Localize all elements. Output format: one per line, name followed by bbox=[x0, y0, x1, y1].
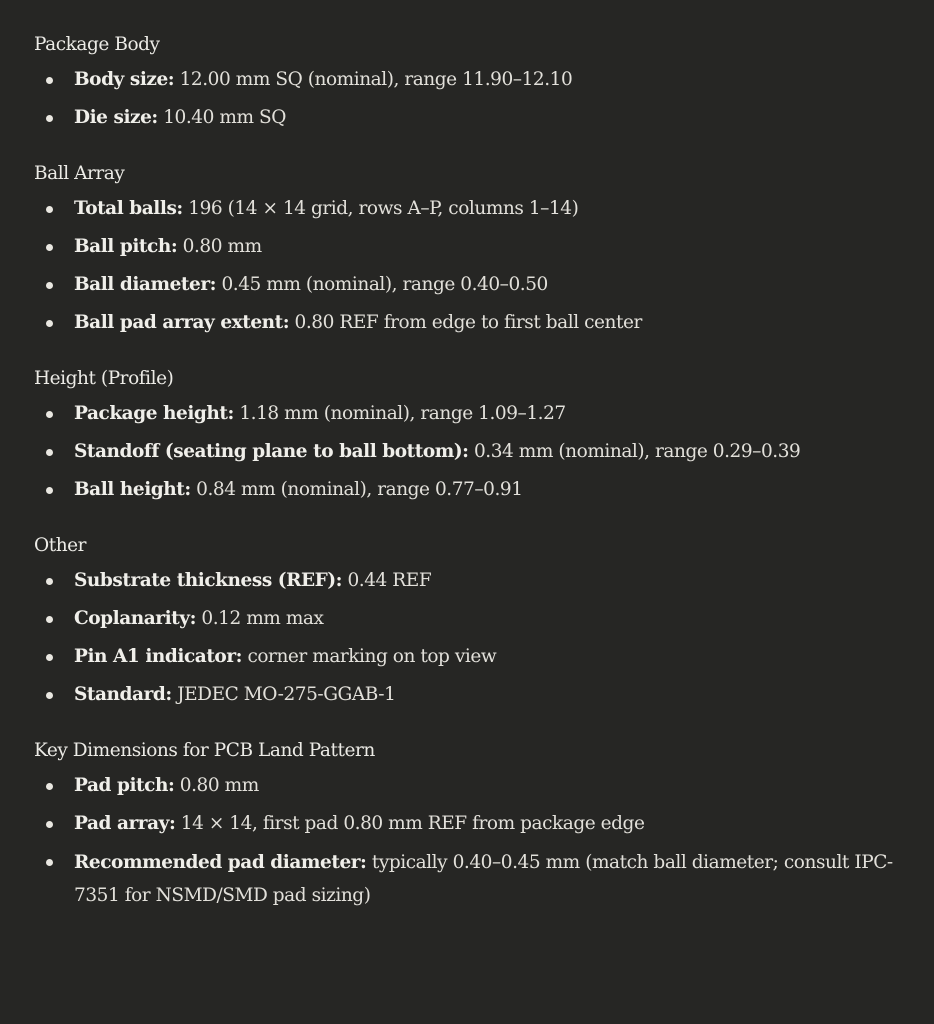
list-item bbox=[34, 565, 914, 597]
item-value: JEDEC MO-275-GGAB-1 bbox=[171, 684, 396, 705]
spec-list bbox=[34, 193, 914, 339]
spec-list bbox=[34, 64, 914, 134]
section-other bbox=[34, 531, 914, 711]
item-value: typically 0.40–0.45 mm (match ball diameter; consult IPC-7351 for NSMD/SMD pad sizing) bbox=[74, 852, 893, 906]
list-item bbox=[34, 770, 914, 802]
spec-list bbox=[34, 565, 914, 711]
item-value: 12.00 mm SQ (nominal), range 11.90–12.10 bbox=[174, 69, 573, 90]
section-package-body bbox=[34, 30, 914, 134]
bullet-icon bbox=[46, 578, 53, 585]
bullet-icon bbox=[46, 654, 53, 661]
spec-list bbox=[34, 398, 914, 506]
list-item bbox=[34, 269, 914, 301]
document-content bbox=[34, 30, 914, 937]
bullet-icon bbox=[46, 77, 53, 84]
item-value: 1.18 mm (nominal), range 1.09–1.27 bbox=[233, 403, 566, 424]
section-title: Height (Profile) bbox=[34, 368, 174, 389]
item-label: Total balls: bbox=[74, 198, 183, 219]
item-label: Body size: bbox=[74, 69, 175, 90]
bullet-icon bbox=[46, 115, 53, 122]
item-value: 0.80 mm bbox=[174, 775, 259, 796]
item-label: Ball height: bbox=[74, 479, 191, 500]
section-title: Package Body bbox=[34, 34, 160, 55]
item-label: Recommended pad diameter: bbox=[74, 852, 367, 873]
item-value: 10.40 mm SQ bbox=[157, 107, 286, 128]
bullet-icon bbox=[46, 411, 53, 418]
item-value: 0.12 mm max bbox=[195, 608, 324, 629]
item-label: Standard: bbox=[74, 684, 172, 705]
item-label: Ball pitch: bbox=[74, 236, 178, 257]
item-value: 0.84 mm (nominal), range 0.77–0.91 bbox=[190, 479, 523, 500]
item-label: Pin A1 indicator: bbox=[74, 646, 243, 667]
bullet-icon bbox=[46, 282, 53, 289]
list-item bbox=[34, 846, 914, 912]
section-ball-array bbox=[34, 159, 914, 339]
bullet-icon bbox=[46, 449, 53, 456]
item-label: Substrate thickness (REF): bbox=[74, 570, 343, 591]
bullet-icon bbox=[46, 616, 53, 623]
item-label: Ball pad array extent: bbox=[74, 312, 290, 333]
item-label: Standoff (seating plane to ball bottom): bbox=[74, 441, 469, 462]
section-pcb-land-pattern bbox=[34, 736, 914, 912]
spec-list bbox=[34, 770, 914, 912]
list-item bbox=[34, 679, 914, 711]
list-item bbox=[34, 231, 914, 263]
item-value: corner marking on top view bbox=[242, 646, 497, 667]
item-value: 196 (14 × 14 grid, rows A–P, columns 1–14) bbox=[182, 198, 579, 219]
bullet-icon bbox=[46, 487, 53, 494]
section-title: Key Dimensions for PCB Land Pattern bbox=[34, 740, 375, 761]
item-value: 0.44 REF bbox=[342, 570, 432, 591]
bullet-icon bbox=[46, 320, 53, 327]
item-value: 14 × 14, first pad 0.80 mm REF from package edge bbox=[175, 813, 645, 834]
item-value: 0.45 mm (nominal), range 0.40–0.50 bbox=[216, 274, 548, 295]
section-height-profile bbox=[34, 364, 914, 506]
item-label: Coplanarity: bbox=[74, 608, 196, 629]
bullet-icon bbox=[46, 783, 53, 790]
item-label: Package height: bbox=[74, 403, 234, 424]
section-title: Other bbox=[34, 535, 87, 556]
list-item bbox=[34, 603, 914, 635]
section-title: Ball Array bbox=[34, 163, 125, 184]
item-label: Pad pitch: bbox=[74, 775, 175, 796]
list-item bbox=[34, 398, 914, 430]
item-value: 0.80 mm bbox=[177, 236, 262, 257]
item-value: 0.80 REF from edge to first ball center bbox=[289, 312, 642, 333]
item-value: 0.34 mm (nominal), range 0.29–0.39 bbox=[468, 441, 801, 462]
bullet-icon bbox=[46, 244, 53, 251]
bullet-icon bbox=[46, 206, 53, 213]
list-item bbox=[34, 436, 914, 468]
bullet-icon bbox=[46, 821, 53, 828]
list-item bbox=[34, 307, 914, 339]
item-label: Pad array: bbox=[74, 813, 176, 834]
list-item bbox=[34, 808, 914, 840]
list-item bbox=[34, 64, 914, 96]
bullet-icon bbox=[46, 692, 53, 699]
list-item bbox=[34, 102, 914, 134]
bullet-icon bbox=[46, 859, 53, 866]
list-item bbox=[34, 641, 914, 673]
item-label: Die size: bbox=[74, 107, 158, 128]
list-item bbox=[34, 474, 914, 506]
list-item bbox=[34, 193, 914, 225]
item-label: Ball diameter: bbox=[74, 274, 217, 295]
